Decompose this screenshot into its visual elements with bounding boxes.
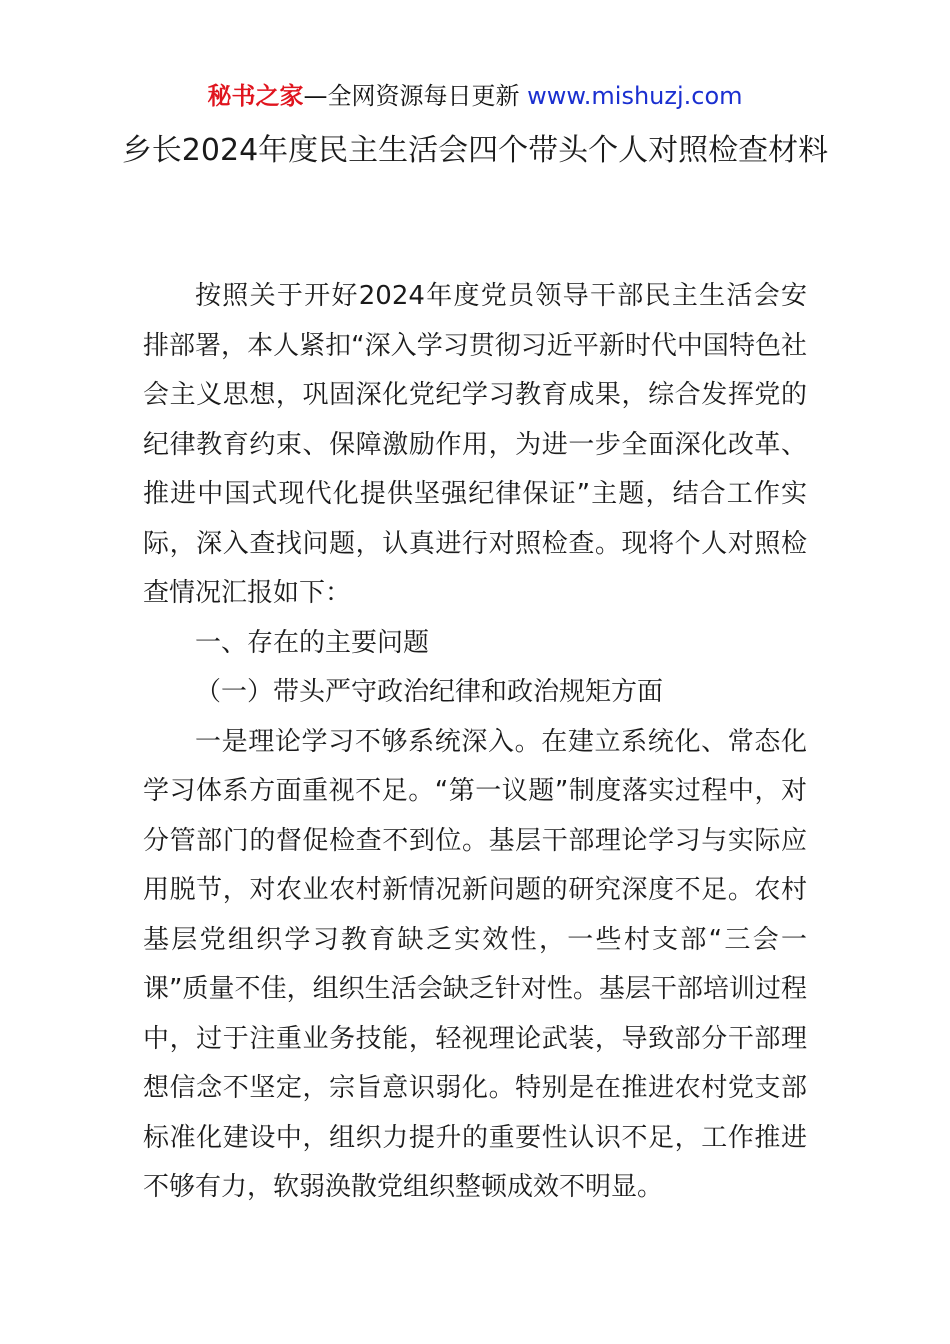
site-header [0,78,950,114]
content-paragraph: 一是理论学习不够系统深入。在建立系统化、常态化学习体系方面重视不足。“第一议题”制度落实过程中，对分管部门的督促检查不到位。基层干部理论学习与实际应用脱节，对农业农村新情况新问题的研究深度不足。农村基层党组织学习教育缺乏实效性，一些村支部“三会一课”质量不佳，组织生活会缺乏针对性。基层干部培训过程中，过于注重业务技能，轻视理论武装，导致部分干部理想信念不坚定，宗旨意识弱化。特别是在推进农村党支部标准化建设中，组织力提升的重要性认识不足，工作推进不够有力，软弱涣散党组织整顿成效不明显。 [143,726,807,1202]
site-url-link[interactable]: www.mishuzj.com [527,82,743,110]
subsection-heading: （一）带头严守政治纪律和政治规矩方面 [195,677,664,707]
brand-name: 秘书之家 [207,82,304,110]
header-tagline: —全网资源每日更新 [303,82,520,110]
section-heading: 一、存在的主要问题 [195,627,430,658]
document-body [143,272,807,1213]
intro-paragraph: 按照关于开好2024年度党员领导干部民主生活会安排部署，本人紧扣“深入学习贯彻习近平新时代中国特色社会主义思想，巩固深化党纪学习教育成果，综合发挥党的纪律教育约束、保障激励作用，为进一步全面深化改革、推进中国式现代化提供坚强纪律保证”主题，结合工作实际，深入查找问题，认真进行对照检查。现将个人对照检查情况汇报如下： [143,281,807,608]
document-title: 乡长2024年度民主生活会四个带头个人对照检查材料 [121,133,829,168]
